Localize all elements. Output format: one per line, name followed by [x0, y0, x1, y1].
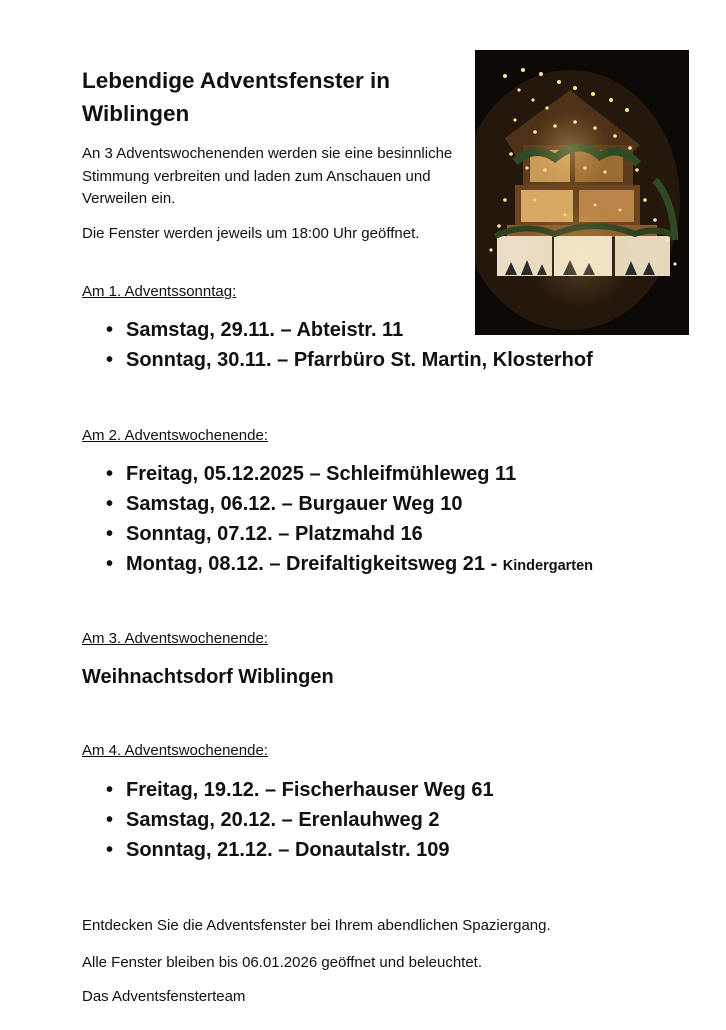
kindergarten-note: Kindergarten [502, 558, 594, 574]
bullet-icon: • [106, 779, 114, 801]
week-2-heading: Am 2. Adventswochenende: [82, 427, 268, 444]
page-title: Lebendige Adventsfenster in Wiblingen [82, 68, 390, 126]
week-1-event-list [82, 315, 593, 375]
bullet-icon: • [106, 349, 114, 371]
event-item: • Freitag, 05.12.2025 – Schleifmühleweg 11 [82, 459, 593, 489]
week-2-event-list [82, 459, 593, 579]
event-item: • Samstag, 06.12. – Burgauer Weg 10 [82, 489, 593, 519]
bullet-icon: • [106, 553, 114, 575]
advent-window-photo [475, 50, 689, 335]
footer-text-open-until: Alle Fenster bleiben bis 06.01.2026 geöffnet und beleuchtet. [82, 954, 483, 971]
footer-signature: Das Adventsfensterteam [82, 988, 246, 1005]
bullet-icon: • [106, 839, 114, 861]
event-item: • Montag, 08.12. – Dreifaltigkeitsweg 21 - Kindergarten [82, 549, 593, 579]
event-item: • Freitag, 19.12. – Fischerhauser Weg 61 [82, 775, 494, 805]
bullet-icon: • [106, 493, 114, 515]
opening-time-text: Die Fenster werden jeweils um 18:00 Uhr geöffnet. [82, 225, 420, 242]
intro-text: An 3 Adventswochenenden werden sie eine besinnliche Stimmung verbreiten und laden zum Anschauen und Verweilen ein. [82, 145, 453, 207]
event-item: • Sonntag, 21.12. – Donautalstr. 109 [82, 835, 494, 865]
week-3-heading: Am 3. Adventswochenende: [82, 630, 268, 647]
footer-text-walk: Entdecken Sie die Adventsfenster bei Ihrem abendlichen Spaziergang. [82, 917, 551, 934]
event-item: • Samstag, 29.11. – Abteistr. 11 [82, 315, 593, 345]
week-4-heading: Am 4. Adventswochenende: [82, 742, 268, 759]
advent-lights-illustration [475, 50, 689, 335]
bullet-icon: • [106, 319, 114, 341]
bullet-icon: • [106, 523, 114, 545]
event-item: • Samstag, 20.12. – Erenlauhweg 2 [82, 805, 494, 835]
week-4-event-list [82, 775, 494, 865]
bullet-icon: • [106, 809, 114, 831]
event-item: • Sonntag, 07.12. – Platzmahd 16 [82, 519, 593, 549]
weihnachtsdorf-title: Weihnachtsdorf Wiblingen [82, 666, 334, 688]
event-item: • Sonntag, 30.11. – Pfarrbüro St. Martin, Klosterhof [82, 345, 593, 375]
bullet-icon: • [106, 463, 114, 485]
week-1-heading: Am 1. Adventssonntag: [82, 283, 237, 300]
